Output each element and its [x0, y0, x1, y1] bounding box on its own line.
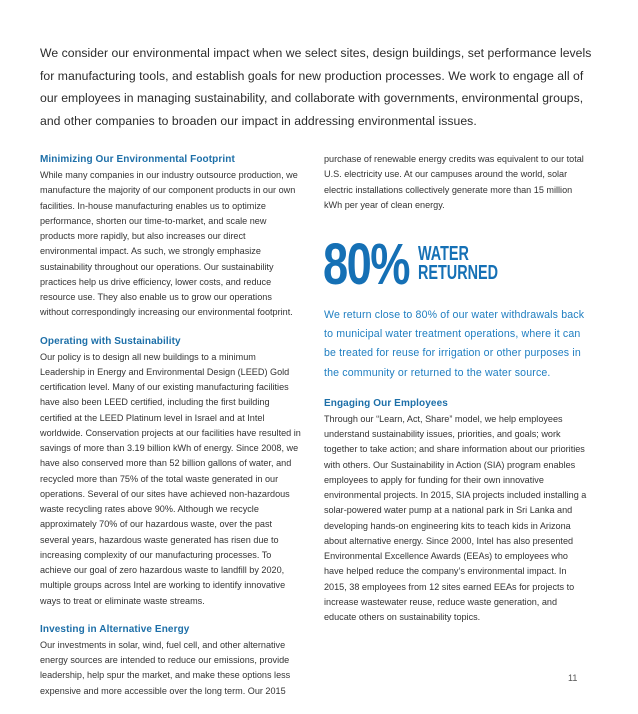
stat-label-line-2: RETURNED [418, 262, 499, 284]
section-body-operating: Our policy is to design all new buildings to a minimum Leadership in Energy and Environmental Design (LEED) Gold certification level. Many of our existing manufacturing facilities have also been LEED certified, including the first building certified at the LEED Platinum level in Israel and at Intel worldwide. Conservation projects at our facilities have resulted in savings of more than 3.19 billion kWh of energy. Since 2008, we have also conserved more than 52 billion gallons of water, and recycled more than 75% of the total waste generated in our operations. Several of our sites have achieved non-hazardous waste recycling rates above 90%. Although we recycle approximately 70% of our hazardous waste, over the past several years, hazardous waste generated has risen due to increasing complexity of our manufacturing processes. To achieve our goal of zero hazardous waste to landfill by 2020, multiple groups across Intel are working to identify innovative ways to treat or eliminate waste streams. [40, 351, 301, 606]
stat-value: 80% [323, 232, 409, 297]
water-stat [323, 232, 588, 298]
intro-paragraph: We consider our environmental impact when we select sites, design buildings, set performance levels for manufacturing tools, and establish goals for new production processes. We work to engage all of our employees in managing sustainability, and collaborate with governments, environmental groups, and other companies to broaden our impact in addressing environmental issues. [40, 46, 592, 128]
right-column [324, 152, 588, 625]
section-body-continued: purchase of renewable energy credits was equivalent to our total U.S. electricity use. At our campuses around the world, solar electric installations collectively generate more than 15 million kWh per year of clean energy. [324, 154, 584, 210]
section-body-employees: Through our “Learn, Act, Share” model, we help employees understand sustainability issues, priorities, and goals; work together to take action; and share information about our priorities with others. Our Sustainability in Action (SIA) program enables employees to apply for funding for their own innovative environmental projects. In 2015, SIA projects included installing a solar-powered water pump at a national park in Sri Lanka and developing hands-on engineering kits to teach kids in Arizona about alternative energy. Since 2000, Intel has also presented Environmental Excellence Awards (EEAs) to employees who have helped reduce the company’s environmental impact. In 2015, 38 employees from 12 sites earned EEAs for projects to increase wastewater reuse, reduce waste generation, and educate others on sustainability topics. [324, 413, 587, 623]
section-heading-operating: Operating with Sustainability [40, 335, 181, 347]
section-heading-alternative-energy: Investing in Alternative Energy [40, 623, 190, 635]
stat-label [418, 245, 498, 283]
section-heading-employees: Engaging Our Employees [324, 397, 448, 409]
section-heading-footprint: Minimizing Our Environmental Footprint [40, 154, 235, 165]
left-column [40, 152, 302, 699]
page-number: 11 [568, 673, 578, 683]
water-callout: We return close to 80% of our water withdrawals back to municipal water treatment operations, where it can be treated for reuse for irrigation or other purposes in the community or returned to the water source. [324, 309, 585, 379]
section-body-alternative-energy: Our investments in solar, wind, fuel cell, and other alternative energy sources are intended to reduce our emissions, provide leadership, help spur the market, and make these options less expensive and more accessible over the long term. Our 2015 [40, 639, 291, 696]
stat-label-line-1: WATER [418, 243, 469, 265]
section-body-footprint: While many companies in our industry outsource production, we manufacture the majority of our component products in our own facilities. In-house manufacturing enables us to optimize performance, shorten our time-to-market, and scale new products more rapidly, but also increases our direct environmental impact. As such, we strongly emphasize sustainability throughout our operations. Our sustainability practices help us drive efficiency, lower costs, and reduce resource use. They also enable us to grow our operations without correspondingly increasing our environmental footprint. [40, 170, 298, 318]
